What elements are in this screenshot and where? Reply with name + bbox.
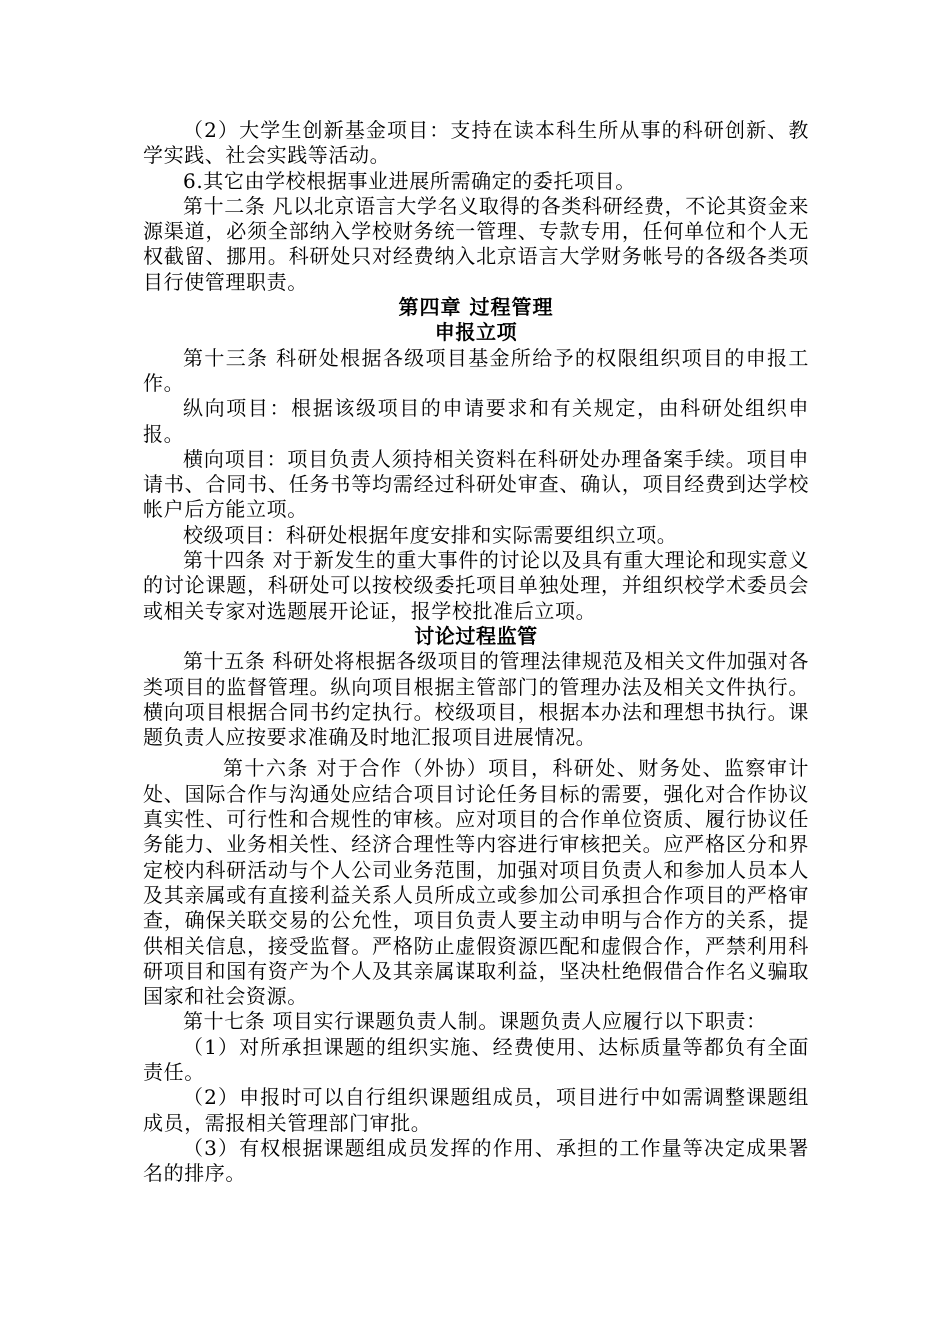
section-title-application: 申报立项 [434, 320, 518, 345]
paragraph-article-14: 第十四条 对于新发生的重大事件的讨论以及具有重大理论和现实意义的讨论课题，科研处可以按校级委托项目单独处理，并组织校学术委员会或相关专家对选题展开论证，报学校批准后立项。 [143, 548, 809, 623]
paragraph-article-13: 第十三条 科研处根据各级项目基金所给予的权限组织项目的申报工作。 [143, 345, 809, 395]
document-page [143, 118, 809, 1186]
chapter-title: 第四章 过程管理 [398, 295, 554, 320]
section-title-supervision: 讨论过程监管 [414, 623, 538, 648]
paragraph-article-15: 第十五条 科研处将根据各级项目的管理法律规范及相关文件加强对各类项目的监督管理。纵向项目根据主管部门的管理办法及相关文件执行。横向项目根据合同书约定执行。校级项目，根据本办法和理想书执行。课题负责人应按要求准确及时地汇报项目进展情况。 [143, 649, 809, 750]
paragraph-school-projects: 校级项目：科研处根据年度安排和实际需要组织立项。 [183, 522, 678, 547]
paragraph-vertical-projects: 纵向项目：根据该级项目的申请要求和有关规定，由科研处组织申报。 [143, 396, 809, 446]
paragraph-duty-3: （3）有权根据课题组成员发挥的作用、承担的工作量等决定成果署名的排序。 [143, 1135, 809, 1186]
paragraph-article-17: 第十七条 项目实行课题负责人制。课题负责人应履行以下职责： [183, 1009, 767, 1034]
paragraph-duty-1: （1）对所承担课题的组织实施、经费使用、达标质量等都负有全面责任。 [143, 1034, 809, 1084]
paragraph-article-16: 第十六条 对于合作（外协）项目，科研处、财务处、监察审计处、国际合作与沟通处应结合项目讨论任务目标的需要，强化对合作协议真实性、可行性和合规性的审核。应对项目的合作单位资质、履行协议任务能力、业务相关性、经济合理性等内容进行审核把关。应严格区分和界定校内科研活动与个人公司业务范围，加强对项目负责人和参加人员本人及其亲属或有直接利益关系人员所成立或参加公司承担合作项目的严格审查，确保关联交易的公允性，项目负责人要主动申明与合作方的关系，提供相关信息，接受监督。严格防止虚假资源匹配和虚假合作，严禁利用科研项目和国有资产为个人及其亲属谋取利益，坚决杜绝假借合作名义骗取国家和社会资源。 [143, 756, 809, 1009]
paragraph-duty-2: （2）申报时可以自行组织课题组成员，项目进行中如需调整课题组成员，需报相关管理部门审批。 [143, 1085, 809, 1135]
paragraph-innovation-fund: （2）大学生创新基金项目：支持在读本科生所从事的科研创新、教学实践、社会实践等活动。 [143, 118, 809, 168]
paragraph-horizontal-projects: 横向项目：项目负责人须持相关资料在科研处办理备案手续。项目申请书、合同书、任务书等均需经过科研处审查、确认，项目经费到达学校帐户后方能立项。 [143, 446, 809, 522]
paragraph-article-12: 第十二条 凡以北京语言大学名义取得的各类科研经费，不论其资金来源渠道，必须全部纳入学校财务统一管理、专款专用，任何单位和个人无权截留、挪用。科研处只对经费纳入北京语言大学财务帐号的各级各类项目行使管理职责。 [143, 193, 809, 294]
paragraph-other-projects: 6.其它由学校根据事业进展所需确定的委托项目。 [183, 168, 636, 193]
